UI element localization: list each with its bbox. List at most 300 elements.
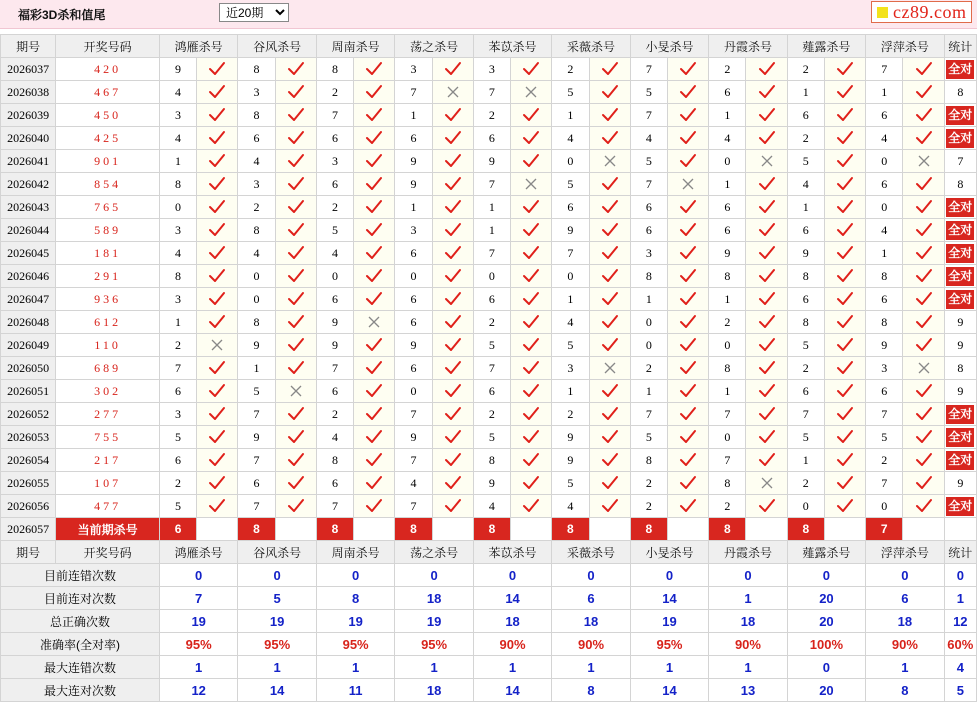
- check-icon: [287, 107, 305, 123]
- kill-number-小旻: 5: [630, 426, 667, 449]
- check-icon: [836, 107, 854, 123]
- hit-mark: [275, 311, 316, 334]
- check-icon: [208, 130, 226, 146]
- miss-mark: [903, 357, 944, 380]
- kill-number-浮萍: 3: [866, 357, 903, 380]
- check-icon: [601, 406, 619, 422]
- draw-row: [1, 426, 977, 449]
- stat-value-小旻: 14: [630, 587, 708, 610]
- draw-number: 107: [56, 472, 160, 495]
- header-cell: 小旻杀号: [630, 541, 708, 564]
- header-cell: 苯苡杀号: [473, 541, 551, 564]
- stat-value-荡之: 18: [395, 679, 473, 702]
- hit-mark: [511, 150, 552, 173]
- kill-number-鸿雁: 2: [159, 472, 196, 495]
- check-icon: [522, 452, 540, 468]
- hit-mark: [667, 426, 708, 449]
- stat-value-荡之: 1: [395, 656, 473, 679]
- kill-number-薤露: 1: [787, 196, 824, 219]
- issue-number: 2026053: [1, 426, 56, 449]
- draw-number: 689: [56, 357, 160, 380]
- kill-number-薤露: 7: [787, 403, 824, 426]
- row-total: [944, 58, 976, 81]
- kill-number-谷风: 0: [238, 288, 275, 311]
- kill-number-浮萍: 1: [866, 242, 903, 265]
- current-kill-小旻: 8: [630, 518, 667, 541]
- check-icon: [208, 84, 226, 100]
- hit-mark: [197, 219, 238, 242]
- issue-number: 2026039: [1, 104, 56, 127]
- hit-mark: [824, 426, 865, 449]
- hit-mark: [589, 58, 630, 81]
- kill-number-鸿雁: 8: [159, 265, 196, 288]
- stat-value-鸿雁: 19: [159, 610, 237, 633]
- check-icon: [679, 268, 697, 284]
- hit-mark: [667, 81, 708, 104]
- hit-mark: [511, 242, 552, 265]
- all-correct-badge: 全对: [946, 106, 974, 125]
- check-icon: [915, 84, 933, 100]
- check-icon: [601, 452, 619, 468]
- check-icon: [915, 61, 933, 77]
- row-total: [944, 265, 976, 288]
- current-kill-苯苡: 8: [473, 518, 510, 541]
- all-correct-badge: 全对: [946, 244, 974, 263]
- kill-number-浮萍: 1: [866, 81, 903, 104]
- check-icon: [601, 176, 619, 192]
- kill-number-丹霞: 1: [709, 104, 746, 127]
- hit-mark: [903, 127, 944, 150]
- check-icon: [679, 107, 697, 123]
- hit-mark: [432, 334, 473, 357]
- check-icon: [836, 130, 854, 146]
- stat-value-荡之: 0: [395, 564, 473, 587]
- kill-number-丹霞: 9: [709, 242, 746, 265]
- check-icon: [758, 107, 776, 123]
- kill-number-丹霞: 1: [709, 173, 746, 196]
- hit-mark: [589, 127, 630, 150]
- issue-number: 2026038: [1, 81, 56, 104]
- hit-mark: [589, 173, 630, 196]
- kill-number-小旻: 0: [630, 334, 667, 357]
- check-icon: [601, 498, 619, 514]
- hit-mark: [354, 242, 395, 265]
- check-icon: [679, 61, 697, 77]
- kill-number-谷风: 6: [238, 472, 275, 495]
- stat-value-小旻: 19: [630, 610, 708, 633]
- kill-number-谷风: 1: [238, 357, 275, 380]
- stat-total: 4: [944, 656, 976, 679]
- draw-number: 450: [56, 104, 160, 127]
- row-total: 8: [944, 357, 976, 380]
- check-icon: [365, 383, 383, 399]
- current-kill-荡之: 8: [395, 518, 432, 541]
- kill-number-采薇: 4: [552, 311, 589, 334]
- kill-number-小旻: 7: [630, 104, 667, 127]
- kill-number-苯苡: 9: [473, 472, 510, 495]
- hit-mark: [824, 472, 865, 495]
- kill-number-苯苡: 6: [473, 127, 510, 150]
- hit-mark: [667, 265, 708, 288]
- current-period-label: 当前期杀号: [56, 518, 160, 541]
- kill-number-周南: 8: [316, 449, 353, 472]
- stat-total: 0: [944, 564, 976, 587]
- kill-number-谷风: 2: [238, 196, 275, 219]
- header-cell: 开奖号码: [56, 35, 160, 58]
- issue-number: 2026040: [1, 127, 56, 150]
- stats-row: [1, 656, 977, 679]
- draw-row: [1, 104, 977, 127]
- hit-mark: [824, 127, 865, 150]
- kill-number-小旻: 7: [630, 58, 667, 81]
- current-blank-cell: [824, 518, 865, 541]
- kill-number-周南: 6: [316, 288, 353, 311]
- stats-row: [1, 679, 977, 702]
- kill-number-荡之: 7: [395, 449, 432, 472]
- check-icon: [836, 61, 854, 77]
- kill-number-薤露: 6: [787, 380, 824, 403]
- hit-mark: [667, 357, 708, 380]
- stat-value-鸿雁: 0: [159, 564, 237, 587]
- miss-mark: [589, 150, 630, 173]
- header-cell: 统计: [944, 35, 976, 58]
- hit-mark: [589, 472, 630, 495]
- hit-mark: [903, 58, 944, 81]
- hit-mark: [432, 311, 473, 334]
- check-icon: [679, 383, 697, 399]
- current-blank-cell: [197, 518, 238, 541]
- kill-number-薤露: 4: [787, 173, 824, 196]
- kill-number-丹霞: 2: [709, 58, 746, 81]
- stat-value-苯苡: 1: [473, 656, 551, 679]
- draw-number: 277: [56, 403, 160, 426]
- header-cell: 浮萍杀号: [866, 541, 944, 564]
- kill-number-采薇: 5: [552, 334, 589, 357]
- check-icon: [758, 176, 776, 192]
- check-icon: [601, 107, 619, 123]
- draw-row: [1, 403, 977, 426]
- hit-mark: [275, 127, 316, 150]
- kill-number-薤露: 5: [787, 150, 824, 173]
- hit-mark: [824, 242, 865, 265]
- kill-number-鸿雁: 1: [159, 311, 196, 334]
- hit-mark: [354, 219, 395, 242]
- check-icon: [915, 268, 933, 284]
- check-icon: [522, 314, 540, 330]
- draw-row: [1, 472, 977, 495]
- hit-mark: [432, 495, 473, 518]
- kill-number-丹霞: 0: [709, 426, 746, 449]
- kill-number-采薇: 0: [552, 265, 589, 288]
- check-icon: [836, 475, 854, 491]
- hit-mark: [746, 403, 787, 426]
- kill-number-苯苡: 1: [473, 219, 510, 242]
- check-icon: [522, 291, 540, 307]
- hit-mark: [197, 472, 238, 495]
- kill-number-鸿雁: 8: [159, 173, 196, 196]
- hit-mark: [275, 357, 316, 380]
- check-icon: [444, 245, 462, 261]
- check-icon: [679, 406, 697, 422]
- draw-number: 291: [56, 265, 160, 288]
- issue-number: 2026047: [1, 288, 56, 311]
- check-icon: [836, 498, 854, 514]
- stat-value-小旻: 1: [630, 656, 708, 679]
- hit-mark: [589, 242, 630, 265]
- hit-mark: [746, 242, 787, 265]
- check-icon: [522, 498, 540, 514]
- stat-value-薤露: 100%: [787, 633, 865, 656]
- header-cell: 鸿雁杀号: [159, 541, 237, 564]
- check-icon: [836, 429, 854, 445]
- kill-number-丹霞: 7: [709, 403, 746, 426]
- issue-number: 2026048: [1, 311, 56, 334]
- check-icon: [365, 222, 383, 238]
- check-icon: [522, 245, 540, 261]
- top-bar: [0, 0, 977, 29]
- site-logo[interactable]: [871, 1, 972, 23]
- hit-mark: [354, 472, 395, 495]
- row-total: 8: [944, 81, 976, 104]
- hit-mark: [511, 495, 552, 518]
- kill-number-荡之: 6: [395, 311, 432, 334]
- stat-label: 总正确次数: [1, 610, 160, 633]
- check-icon: [444, 337, 462, 353]
- hit-mark: [667, 403, 708, 426]
- hit-mark: [354, 265, 395, 288]
- hit-mark: [511, 104, 552, 127]
- hit-mark: [275, 334, 316, 357]
- kill-number-鸿雁: 3: [159, 403, 196, 426]
- hit-mark: [432, 173, 473, 196]
- kill-number-采薇: 7: [552, 242, 589, 265]
- kill-number-苯苡: 8: [473, 449, 510, 472]
- kill-number-谷风: 7: [238, 403, 275, 426]
- check-icon: [601, 383, 619, 399]
- stat-value-丹霞: 1: [709, 656, 787, 679]
- hit-mark: [824, 58, 865, 81]
- hit-mark: [746, 334, 787, 357]
- check-icon: [679, 337, 697, 353]
- hit-mark: [275, 449, 316, 472]
- check-icon: [365, 291, 383, 307]
- stat-value-荡之: 18: [395, 587, 473, 610]
- header-cell: 谷风杀号: [238, 541, 316, 564]
- hit-mark: [589, 403, 630, 426]
- check-icon: [522, 429, 540, 445]
- check-icon: [758, 268, 776, 284]
- check-icon: [836, 291, 854, 307]
- hit-mark: [511, 426, 552, 449]
- check-icon: [758, 291, 776, 307]
- period-select[interactable]: [219, 3, 289, 22]
- kill-number-浮萍: 4: [866, 219, 903, 242]
- cross-icon: [210, 338, 224, 352]
- stat-value-苯苡: 14: [473, 679, 551, 702]
- all-correct-badge: 全对: [946, 129, 974, 148]
- hit-mark: [824, 265, 865, 288]
- check-icon: [444, 222, 462, 238]
- header-cell: 采薇杀号: [552, 35, 630, 58]
- hit-mark: [432, 196, 473, 219]
- hit-mark: [511, 449, 552, 472]
- check-icon: [444, 452, 462, 468]
- kill-number-小旻: 5: [630, 81, 667, 104]
- hit-mark: [824, 196, 865, 219]
- kill-number-浮萍: 8: [866, 311, 903, 334]
- hit-mark: [511, 58, 552, 81]
- check-icon: [522, 153, 540, 169]
- header-cell: 期号: [1, 541, 56, 564]
- hit-mark: [589, 426, 630, 449]
- kill-number-采薇: 3: [552, 357, 589, 380]
- check-icon: [208, 291, 226, 307]
- kill-number-鸿雁: 4: [159, 81, 196, 104]
- kill-number-苯苡: 2: [473, 311, 510, 334]
- current-issue-number: 2026057: [1, 518, 56, 541]
- check-icon: [679, 291, 697, 307]
- header-cell: 开奖号码: [56, 541, 160, 564]
- header-cell: 荡之杀号: [395, 541, 473, 564]
- check-icon: [522, 199, 540, 215]
- row-total: 8: [944, 173, 976, 196]
- draw-row: [1, 449, 977, 472]
- check-icon: [836, 84, 854, 100]
- kill-number-苯苡: 2: [473, 104, 510, 127]
- kill-number-谷风: 9: [238, 334, 275, 357]
- check-icon: [758, 61, 776, 77]
- stat-value-采薇: 8: [552, 679, 630, 702]
- hit-mark: [824, 357, 865, 380]
- issue-number: 2026043: [1, 196, 56, 219]
- check-icon: [915, 176, 933, 192]
- draw-number: 217: [56, 449, 160, 472]
- hit-mark: [903, 472, 944, 495]
- draw-number: 425: [56, 127, 160, 150]
- check-icon: [287, 268, 305, 284]
- kill-number-鸿雁: 4: [159, 127, 196, 150]
- kill-number-小旻: 1: [630, 288, 667, 311]
- draw-number: 755: [56, 426, 160, 449]
- hit-mark: [746, 495, 787, 518]
- check-icon: [601, 429, 619, 445]
- kill-number-苯苡: 1: [473, 196, 510, 219]
- issue-number: 2026049: [1, 334, 56, 357]
- hit-mark: [746, 357, 787, 380]
- kill-number-鸿雁: 2: [159, 334, 196, 357]
- kill-number-浮萍: 8: [866, 265, 903, 288]
- kill-number-荡之: 9: [395, 334, 432, 357]
- check-icon: [208, 176, 226, 192]
- draw-row: [1, 357, 977, 380]
- hit-mark: [667, 58, 708, 81]
- hit-mark: [432, 58, 473, 81]
- check-icon: [208, 498, 226, 514]
- check-icon: [287, 406, 305, 422]
- hit-mark: [275, 104, 316, 127]
- all-correct-badge: 全对: [946, 497, 974, 516]
- cross-icon: [603, 154, 617, 168]
- hit-mark: [903, 196, 944, 219]
- kill-number-小旻: 8: [630, 449, 667, 472]
- current-kill-丹霞: 8: [709, 518, 746, 541]
- kill-number-小旻: 7: [630, 173, 667, 196]
- stat-value-采薇: 1: [552, 656, 630, 679]
- check-icon: [915, 314, 933, 330]
- kill-number-浮萍: 7: [866, 472, 903, 495]
- row-total: [944, 219, 976, 242]
- check-icon: [365, 176, 383, 192]
- current-blank-cell: [275, 518, 316, 541]
- kill-number-谷风: 3: [238, 173, 275, 196]
- kill-number-丹霞: 7: [709, 449, 746, 472]
- kill-number-鸿雁: 1: [159, 150, 196, 173]
- draw-number: 477: [56, 495, 160, 518]
- check-icon: [444, 107, 462, 123]
- stat-value-荡之: 19: [395, 610, 473, 633]
- hit-mark: [354, 127, 395, 150]
- hit-mark: [824, 81, 865, 104]
- check-icon: [915, 199, 933, 215]
- kill-number-苯苡: 5: [473, 426, 510, 449]
- stat-label: 最大连错次数: [1, 656, 160, 679]
- kill-number-采薇: 4: [552, 495, 589, 518]
- kill-number-谷风: 8: [238, 104, 275, 127]
- check-icon: [915, 222, 933, 238]
- kill-number-苯苡: 0: [473, 265, 510, 288]
- hit-mark: [746, 58, 787, 81]
- kill-number-荡之: 3: [395, 58, 432, 81]
- hit-mark: [824, 219, 865, 242]
- kill-number-谷风: 8: [238, 58, 275, 81]
- hit-mark: [903, 380, 944, 403]
- kill-number-薤露: 5: [787, 334, 824, 357]
- kill-number-浮萍: 6: [866, 173, 903, 196]
- kill-number-丹霞: 1: [709, 288, 746, 311]
- check-icon: [679, 314, 697, 330]
- kill-number-谷风: 8: [238, 311, 275, 334]
- kill-number-采薇: 1: [552, 104, 589, 127]
- check-icon: [444, 314, 462, 330]
- kill-number-鸿雁: 3: [159, 219, 196, 242]
- kill-number-薤露: 8: [787, 265, 824, 288]
- kill-number-周南: 7: [316, 104, 353, 127]
- hit-mark: [511, 311, 552, 334]
- stat-value-薤露: 20: [787, 679, 865, 702]
- check-icon: [758, 452, 776, 468]
- kill-number-小旻: 7: [630, 403, 667, 426]
- check-icon: [208, 61, 226, 77]
- hit-mark: [903, 219, 944, 242]
- check-icon: [444, 498, 462, 514]
- hit-mark: [275, 242, 316, 265]
- check-icon: [758, 84, 776, 100]
- kill-number-采薇: 5: [552, 81, 589, 104]
- draw-number: 901: [56, 150, 160, 173]
- hit-mark: [354, 495, 395, 518]
- hit-mark: [824, 449, 865, 472]
- draw-number: 589: [56, 219, 160, 242]
- check-icon: [758, 314, 776, 330]
- kill-number-丹霞: 0: [709, 150, 746, 173]
- draw-row: [1, 81, 977, 104]
- kill-number-小旻: 4: [630, 127, 667, 150]
- miss-mark: [589, 357, 630, 380]
- hit-mark: [589, 449, 630, 472]
- hit-mark: [746, 127, 787, 150]
- row-total: 9: [944, 311, 976, 334]
- check-icon: [287, 61, 305, 77]
